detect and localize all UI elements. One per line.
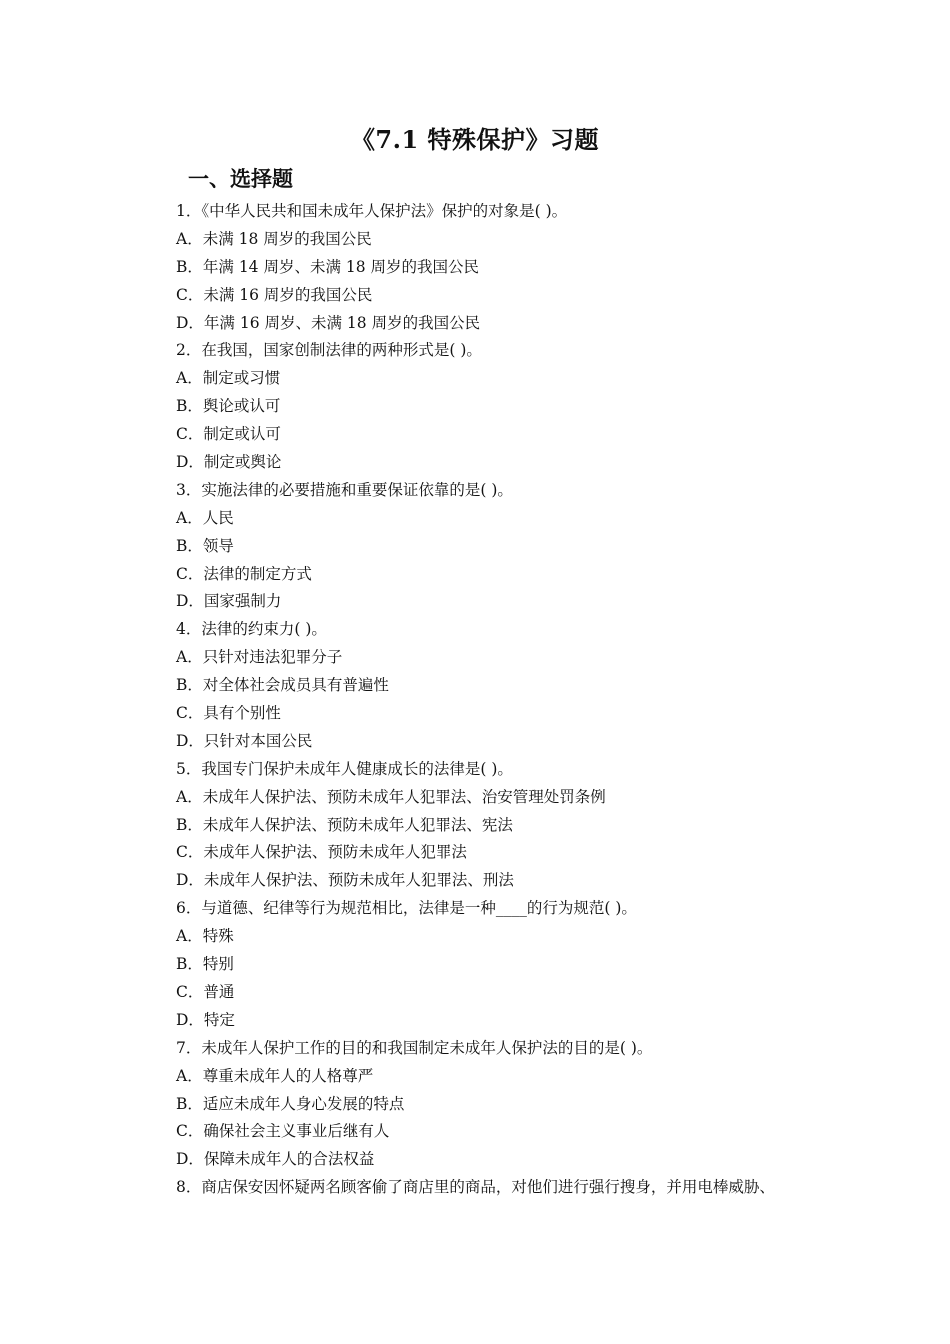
text-line: D．未成年人保护法、预防未成年人犯罪法、刑法 <box>176 871 514 890</box>
text-line: C．确保社会主义事业后继有人 <box>176 1122 390 1141</box>
text-line: 8．商店保安因怀疑两名顾客偷了商店里的商品，对他们进行强行搜身，并用电棒威胁、 <box>176 1178 775 1197</box>
text-line: A．未成年人保护法、预防未成年人犯罪法、治安管理处罚条例 <box>176 787 606 806</box>
question-list <box>176 198 856 1202</box>
document-title: 《7.1 特殊保护》习题 <box>350 125 600 154</box>
text-line: D．国家强制力 <box>176 592 282 611</box>
text-line: D．保障未成年人的合法权益 <box>176 1150 375 1169</box>
text-line: A．尊重未成年人的人格尊严 <box>176 1066 374 1085</box>
text-line: A．特殊 <box>176 927 234 946</box>
text-line: 4．法律的约束力( )。 <box>176 620 327 639</box>
text-line: C．制定或认可 <box>176 425 281 444</box>
text-line: D．只针对本国公民 <box>176 731 313 750</box>
text-line: 3．实施法律的必要措施和重要保证依靠的是( )。 <box>176 480 513 499</box>
text-line: C．未成年人保护法、预防未成年人犯罪法 <box>176 843 467 862</box>
text-line: B．适应未成年人身心发展的特点 <box>176 1094 405 1113</box>
text-line: 5．我国专门保护未成年人健康成长的法律是( )。 <box>176 759 513 778</box>
text-line: C．未满 16 周岁的我国公民 <box>176 285 373 304</box>
text-line: D．制定或舆论 <box>176 453 282 472</box>
text-line: D．特定 <box>176 1010 235 1029</box>
text-line: C．具有个别性 <box>176 704 281 723</box>
text-line: B．领导 <box>176 536 234 555</box>
text-line: C．法律的制定方式 <box>176 564 312 583</box>
text-line: A．制定或习惯 <box>176 369 281 388</box>
text-line: A．人民 <box>176 508 234 527</box>
text-line: 1．《中华人民共和国未成年人保护法》保护的对象是( )。 <box>176 202 568 220</box>
text-line: B．对全体社会成员具有普遍性 <box>176 676 389 695</box>
text-line: 6．与道德、纪律等行为规范相比，法律是一种____的行为规范( )。 <box>176 899 637 918</box>
text-line: 7．未成年人保护工作的目的和我国制定未成年人保护法的目的是( )。 <box>176 1038 653 1057</box>
text-line: B．舆论或认可 <box>176 397 281 416</box>
text-line: D．年满 16 周岁、未满 18 周岁的我国公民 <box>176 313 481 332</box>
text-line: A．未满 18 周岁的我国公民 <box>176 229 372 248</box>
section-heading: 一、选择题 <box>188 166 293 191</box>
text-line: B．特别 <box>176 955 234 974</box>
text-line: 2．在我国，国家创制法律的两种形式是( )。 <box>176 341 482 360</box>
text-line: A．只针对违法犯罪分子 <box>176 648 343 667</box>
text-line: C．普通 <box>176 982 235 1001</box>
text-line: B．年满 14 周岁、未满 18 周岁的我国公民 <box>176 257 480 276</box>
text-line: B．未成年人保护法、预防未成年人犯罪法、宪法 <box>176 815 513 834</box>
